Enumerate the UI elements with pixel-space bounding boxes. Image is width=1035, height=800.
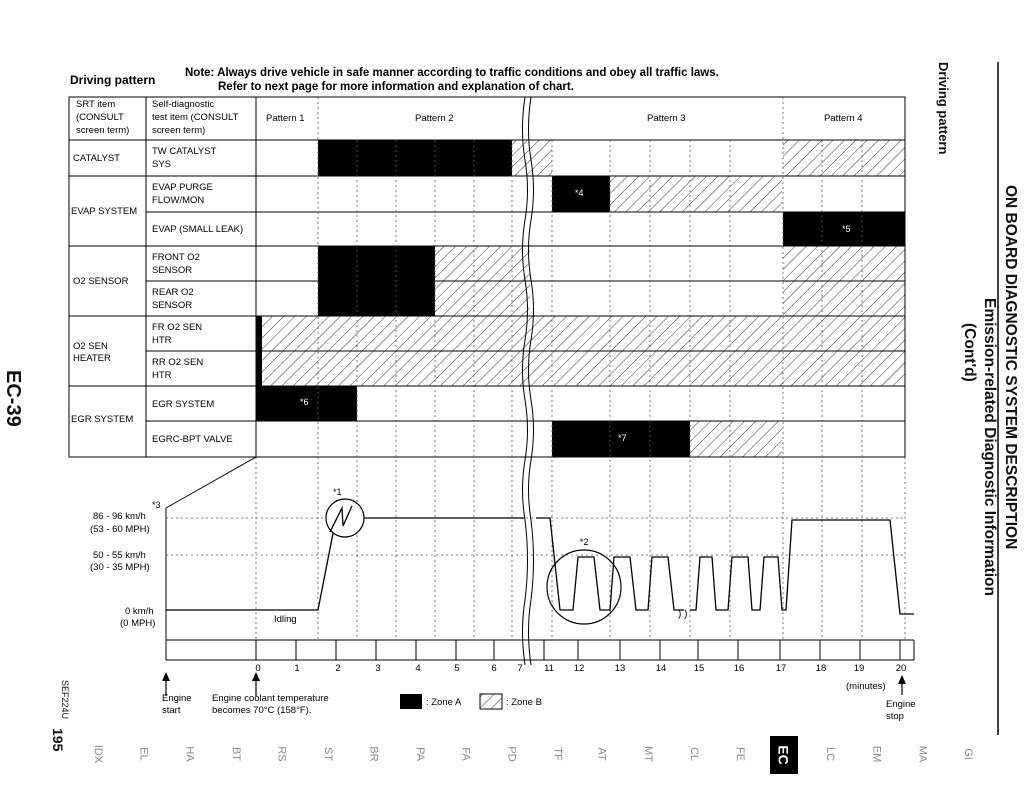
- tab-idx[interactable]: [84, 738, 112, 770]
- pattern-4-header: Pattern 4: [824, 113, 863, 124]
- tab-el[interactable]: [130, 738, 158, 770]
- svg-text:5: 5: [454, 663, 460, 674]
- tab-ec[interactable]: [770, 736, 798, 774]
- svg-text:1: 1: [294, 663, 300, 674]
- tab-label: EM: [870, 745, 882, 763]
- side-title-contd: (Cont'd): [961, 323, 978, 382]
- side-title-main: ON BOARD DIAGNOSTIC SYSTEM DESCRIPTION: [1002, 185, 1019, 550]
- tab-rs[interactable]: [268, 738, 296, 770]
- mark-5: *5: [842, 224, 851, 234]
- tab-br[interactable]: [360, 738, 388, 770]
- note-line-1: Note: Always drive vehicle in safe manner according to traffic conditions and obey all traffic laws.: [185, 67, 719, 79]
- svg-text:11: 11: [544, 663, 554, 674]
- tab-label: AT: [596, 747, 608, 761]
- tab-label: GI: [962, 748, 974, 760]
- srt-evap-system: EVAP SYSTEM: [71, 206, 138, 217]
- figure-code: SEF224U: [60, 680, 70, 720]
- pattern-3-header: Pattern 3: [647, 113, 686, 124]
- item-front-o2: FRONT O2 SENSOR: [152, 252, 200, 276]
- tab-label: FA: [459, 747, 472, 761]
- tab-label: EL: [138, 747, 150, 761]
- note-3: *3: [152, 500, 161, 510]
- svg-text:20: 20: [895, 663, 907, 674]
- legend-zone-a-swatch: [400, 694, 422, 709]
- tab-label: BR: [368, 746, 380, 762]
- note-2: *2: [580, 537, 589, 547]
- svg-text:0: 0: [255, 663, 261, 674]
- item-evap-purge: EVAP PURGE FLOW/MON: [152, 182, 213, 206]
- page-code: EC-39: [2, 370, 24, 427]
- tab-label: LC: [824, 746, 836, 762]
- mark-6: *6: [300, 397, 309, 407]
- tab-label: TF: [551, 747, 564, 761]
- srt-catalyst: CATALYST: [73, 153, 120, 164]
- tab-pd[interactable]: [498, 738, 526, 770]
- tab-lc[interactable]: [816, 738, 844, 770]
- break-mark: ) ): [678, 609, 688, 620]
- pattern-1-header: Pattern 1: [266, 113, 305, 124]
- svg-text:6: 6: [491, 663, 497, 674]
- tab-label: BT: [230, 746, 242, 762]
- tab-label: MT: [641, 746, 654, 762]
- tab-label: HA: [184, 746, 196, 762]
- zoom-circle-1: [326, 499, 364, 537]
- page-number: 195: [50, 728, 66, 752]
- svg-text:2: 2: [335, 663, 341, 674]
- item-rr-o2-htr: RR O2 SEN HTR: [152, 357, 204, 381]
- self-diag-items: [152, 146, 243, 445]
- time-axis-labels: [255, 663, 906, 674]
- speed-label-high: 86 - 96 km/h (53 - 60 MPH): [90, 511, 150, 535]
- srt-egr-system: EGR SYSTEM: [71, 414, 134, 425]
- legend-zone-b: : Zone B: [506, 697, 542, 708]
- tab-fe[interactable]: [726, 738, 754, 770]
- note-1: *1: [333, 487, 342, 497]
- coolant-label: Engine coolant temperature becomes 70°C (158°F).: [212, 693, 329, 716]
- svg-text:12: 12: [573, 663, 585, 674]
- tab-mt[interactable]: [634, 738, 662, 770]
- tab-at[interactable]: [588, 738, 616, 770]
- tab-label: IDX: [92, 744, 104, 764]
- tab-pa[interactable]: [406, 738, 434, 770]
- svg-text:18: 18: [815, 663, 827, 674]
- srt-o2-sen-heater: O2 SEN HEATER: [73, 341, 111, 364]
- speed-ref-lines: [166, 518, 905, 555]
- legend-zone-b-swatch: [480, 694, 502, 709]
- svg-text:17: 17: [775, 663, 787, 674]
- legend-zone-a: : Zone A: [426, 697, 462, 708]
- tab-bt[interactable]: [222, 738, 250, 770]
- graph-minute-ticks: [256, 640, 900, 660]
- item-fr-o2-htr: FR O2 SEN HTR: [152, 322, 203, 346]
- svg-text:14: 14: [655, 663, 667, 674]
- tab-label: PD: [506, 746, 518, 762]
- engine-start-label: Engine start: [162, 693, 192, 716]
- side-title-sub: Emission-related Diagnostic Information: [981, 298, 998, 596]
- tab-cl[interactable]: [680, 738, 708, 770]
- item-egrc-bpt: EGRC-BPT VALVE: [152, 434, 233, 445]
- speed-label-mid: 50 - 55 km/h (30 - 35 MPH): [90, 550, 150, 573]
- tab-label: MA: [916, 745, 928, 763]
- speed-label-zero: 0 km/h (0 MPH): [120, 606, 156, 629]
- tab-label: EC: [775, 745, 792, 765]
- svg-text:7: 7: [517, 663, 523, 674]
- svg-text:15: 15: [693, 663, 705, 674]
- idling-label: Idling: [274, 614, 297, 625]
- svg-text:19: 19: [853, 663, 865, 674]
- tab-label: CL: [688, 746, 700, 762]
- tab-fa[interactable]: [452, 738, 480, 770]
- col-self-header: Self-diagnostic test item (CONSULT screen term): [152, 99, 239, 136]
- svg-text:4: 4: [415, 663, 421, 674]
- item-tw-catalyst: TW CATALYST SYS: [152, 146, 217, 170]
- tab-label: FE: [734, 746, 746, 762]
- speed-trace-right: [536, 518, 914, 614]
- svg-text:13: 13: [614, 663, 626, 674]
- tab-ma[interactable]: [908, 738, 936, 770]
- driving-pattern-label: Driving pattern: [70, 73, 156, 87]
- mark-7: *7: [618, 433, 627, 443]
- tab-label: ST: [322, 746, 334, 762]
- svg-text:3: 3: [375, 663, 381, 674]
- engine-stop-label: Engine stop: [886, 699, 916, 722]
- tab-label: RS: [276, 746, 288, 762]
- arrow-engine-stop: [898, 675, 906, 695]
- note-line-2: Refer to next page for more information and explanation of chart.: [218, 81, 574, 93]
- tab-label: PA: [413, 747, 426, 761]
- pattern-2-header: Pattern 2: [415, 113, 454, 124]
- minutes-label: (minutes): [846, 681, 886, 692]
- tab-gi[interactable]: [954, 738, 982, 770]
- svg-text:16: 16: [733, 663, 745, 674]
- side-title-driving: Driving pattern: [936, 62, 951, 155]
- tab-ha[interactable]: [176, 738, 204, 770]
- col-srt-header: SRT item (CONSULT screen term): [76, 99, 130, 136]
- mark-4: *4: [575, 188, 584, 198]
- tab-em[interactable]: [862, 738, 890, 770]
- tab-tf[interactable]: [544, 738, 572, 770]
- item-egr-system: EGR SYSTEM: [152, 399, 215, 410]
- tab-st[interactable]: [314, 738, 342, 770]
- item-rear-o2: REAR O2 SENSOR: [152, 287, 194, 311]
- srt-o2-sensor: O2 SENSOR: [73, 276, 129, 287]
- item-evap-small-leak: EVAP (SMALL LEAK): [152, 224, 244, 235]
- graph-connector: [166, 457, 256, 508]
